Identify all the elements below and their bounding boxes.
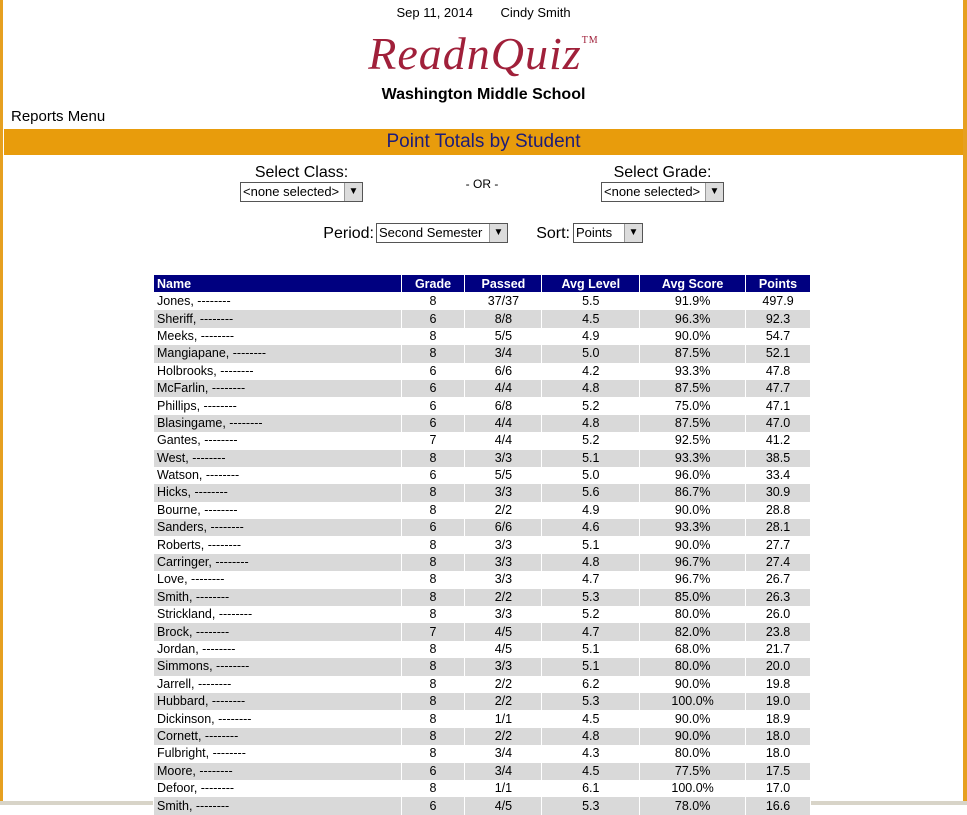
cell-passed: 3/3: [465, 450, 542, 467]
cell-student-name: Gantes, --------: [154, 432, 402, 449]
select-grade-dropdown[interactable]: [601, 182, 724, 202]
cell-passed: 3/3: [465, 536, 542, 553]
cell-student-name: Blasingame, --------: [154, 415, 402, 432]
cell-passed: 4/5: [465, 641, 542, 658]
column-header-points[interactable]: Points: [746, 275, 811, 293]
table-row: [154, 345, 811, 362]
cell-passed: 1/1: [465, 780, 542, 797]
cell-points: 47.1: [746, 397, 811, 414]
chevron-down-icon: ▼: [624, 224, 642, 242]
cell-grade: 8: [401, 745, 465, 762]
cell-avg-level: 4.5: [542, 710, 640, 727]
cell-passed: 3/3: [465, 554, 542, 571]
cell-points: 17.5: [746, 763, 811, 780]
table-row: [154, 380, 811, 397]
table-row: [154, 502, 811, 519]
cell-avg-score: 92.5%: [640, 432, 746, 449]
cell-passed: 4/5: [465, 623, 542, 640]
chevron-down-icon: ▼: [705, 183, 723, 201]
cell-grade: 8: [401, 710, 465, 727]
cell-avg-score: 90.0%: [640, 502, 746, 519]
cell-avg-level: 5.1: [542, 641, 640, 658]
cell-avg-score: 90.0%: [640, 728, 746, 745]
table-row: [154, 450, 811, 467]
cell-avg-level: 4.9: [542, 328, 640, 345]
cell-grade: 6: [401, 519, 465, 536]
cell-avg-score: 78.0%: [640, 797, 746, 814]
table-row: [154, 728, 811, 745]
column-header-passed[interactable]: Passed: [465, 275, 542, 293]
table-row: [154, 554, 811, 571]
cell-avg-score: 77.5%: [640, 763, 746, 780]
top-info-line: [0, 5, 967, 20]
cell-passed: 2/2: [465, 693, 542, 710]
table-row: [154, 467, 811, 484]
cell-student-name: Hubbard, --------: [154, 693, 402, 710]
cell-student-name: Cornett, --------: [154, 728, 402, 745]
cell-student-name: Jordan, --------: [154, 641, 402, 658]
cell-avg-score: 93.3%: [640, 519, 746, 536]
cell-grade: 6: [401, 380, 465, 397]
cell-student-name: Dickinson, --------: [154, 710, 402, 727]
cell-student-name: Smith, --------: [154, 797, 402, 814]
cell-grade: 8: [401, 780, 465, 797]
cell-avg-score: 75.0%: [640, 397, 746, 414]
cell-avg-level: 4.2: [542, 363, 640, 380]
cell-points: 26.3: [746, 589, 811, 606]
cell-grade: 8: [401, 693, 465, 710]
select-class-dropdown[interactable]: [240, 182, 363, 202]
user-name: Cindy Smith: [500, 5, 571, 20]
cell-student-name: Meeks, --------: [154, 328, 402, 345]
table-row: [154, 415, 811, 432]
cell-grade: 6: [401, 363, 465, 380]
sort-value: Points: [576, 225, 613, 240]
table-row: [154, 780, 811, 797]
cell-avg-level: 4.7: [542, 623, 640, 640]
cell-passed: 1/1: [465, 710, 542, 727]
table-row: [154, 293, 811, 311]
table-header-row: [154, 275, 811, 293]
cell-grade: 8: [401, 728, 465, 745]
table-row: [154, 693, 811, 710]
cell-passed: 5/5: [465, 328, 542, 345]
select-class-label: Select Class:: [254, 164, 349, 181]
cell-points: 47.8: [746, 363, 811, 380]
period-label: Period:: [323, 225, 374, 242]
cell-avg-score: 96.0%: [640, 467, 746, 484]
cell-points: 23.8: [746, 623, 811, 640]
cell-points: 18.0: [746, 745, 811, 762]
cell-points: 27.7: [746, 536, 811, 553]
cell-avg-level: 5.5: [542, 293, 640, 311]
cell-avg-level: 4.9: [542, 502, 640, 519]
cell-avg-level: 4.3: [542, 745, 640, 762]
cell-student-name: Jones, --------: [154, 293, 402, 311]
cell-passed: 2/2: [465, 676, 542, 693]
cell-avg-level: 5.2: [542, 432, 640, 449]
cell-grade: 7: [401, 432, 465, 449]
cell-student-name: Bourne, --------: [154, 502, 402, 519]
cell-passed: 4/5: [465, 797, 542, 814]
cell-student-name: Fulbright, --------: [154, 745, 402, 762]
cell-passed: 4/4: [465, 380, 542, 397]
cell-avg-score: 85.0%: [640, 589, 746, 606]
cell-grade: 8: [401, 641, 465, 658]
cell-passed: 3/4: [465, 763, 542, 780]
cell-passed: 6/8: [465, 397, 542, 414]
table-row: [154, 745, 811, 762]
cell-points: 92.3: [746, 310, 811, 327]
cell-points: 21.7: [746, 641, 811, 658]
cell-grade: 6: [401, 467, 465, 484]
cell-points: 28.8: [746, 502, 811, 519]
cell-avg-score: 82.0%: [640, 623, 746, 640]
table-row: [154, 328, 811, 345]
cell-points: 38.5: [746, 450, 811, 467]
cell-avg-level: 5.1: [542, 450, 640, 467]
cell-avg-level: 5.3: [542, 797, 640, 814]
table-row: [154, 763, 811, 780]
school-name: Washington Middle School: [381, 86, 586, 103]
period-value: Second Semester: [379, 225, 483, 240]
cell-passed: 3/3: [465, 571, 542, 588]
chevron-down-icon: ▼: [344, 183, 362, 201]
cell-avg-level: 6.1: [542, 780, 640, 797]
cell-avg-score: 90.0%: [640, 676, 746, 693]
cell-avg-level: 5.3: [542, 589, 640, 606]
cell-avg-score: 90.0%: [640, 710, 746, 727]
cell-points: 33.4: [746, 467, 811, 484]
cell-avg-score: 87.5%: [640, 415, 746, 432]
cell-avg-score: 96.3%: [640, 310, 746, 327]
cell-passed: 3/4: [465, 745, 542, 762]
cell-grade: 6: [401, 310, 465, 327]
cell-avg-level: 4.5: [542, 310, 640, 327]
cell-grade: 8: [401, 676, 465, 693]
cell-passed: 6/6: [465, 519, 542, 536]
cell-avg-score: 100.0%: [640, 693, 746, 710]
cell-avg-score: 93.3%: [640, 363, 746, 380]
cell-avg-level: 6.2: [542, 676, 640, 693]
cell-avg-score: 100.0%: [640, 780, 746, 797]
cell-student-name: Hicks, --------: [154, 484, 402, 501]
table-row: [154, 641, 811, 658]
cell-grade: 8: [401, 345, 465, 362]
table-row: [154, 589, 811, 606]
cell-student-name: Phillips, --------: [154, 397, 402, 414]
table-row: [154, 397, 811, 414]
page-border-left: [0, 0, 3, 805]
cell-points: 26.7: [746, 571, 811, 588]
cell-points: 18.0: [746, 728, 811, 745]
table-row: [154, 623, 811, 640]
cell-points: 47.0: [746, 415, 811, 432]
cell-student-name: West, --------: [154, 450, 402, 467]
select-grade-label: Select Grade:: [613, 164, 712, 181]
cell-avg-score: 68.0%: [640, 641, 746, 658]
cell-student-name: Watson, --------: [154, 467, 402, 484]
cell-passed: 37/37: [465, 293, 542, 311]
cell-points: 27.4: [746, 554, 811, 571]
cell-avg-score: 87.5%: [640, 345, 746, 362]
cell-student-name: Simmons, --------: [154, 658, 402, 675]
column-header-avg-score[interactable]: Avg Score: [640, 275, 746, 293]
cell-passed: 3/4: [465, 345, 542, 362]
readnquiz-logo: [0, 27, 967, 80]
cell-passed: 3/3: [465, 658, 542, 675]
cell-student-name: Love, --------: [154, 571, 402, 588]
cell-avg-level: 5.2: [542, 397, 640, 414]
cell-points: 54.7: [746, 328, 811, 345]
cell-passed: 8/8: [465, 310, 542, 327]
cell-avg-score: 80.0%: [640, 606, 746, 623]
table-row: [154, 519, 811, 536]
reports-menu-link[interactable]: Reports Menu: [11, 108, 106, 125]
cell-student-name: Jarrell, --------: [154, 676, 402, 693]
cell-student-name: Sanders, --------: [154, 519, 402, 536]
cell-points: 497.9: [746, 293, 811, 311]
cell-avg-score: 91.9%: [640, 293, 746, 311]
cell-avg-level: 5.0: [542, 467, 640, 484]
table-row: [154, 571, 811, 588]
cell-student-name: McFarlin, --------: [154, 380, 402, 397]
cell-points: 28.1: [746, 519, 811, 536]
cell-avg-level: 4.8: [542, 415, 640, 432]
table-row: [154, 606, 811, 623]
cell-grade: 8: [401, 484, 465, 501]
logo-trademark: TM: [581, 35, 599, 46]
cell-grade: 8: [401, 554, 465, 571]
column-header-name[interactable]: Name: [154, 275, 402, 293]
cell-points: 19.0: [746, 693, 811, 710]
cell-student-name: Sheriff, --------: [154, 310, 402, 327]
cell-avg-level: 5.0: [542, 345, 640, 362]
cell-avg-score: 80.0%: [640, 745, 746, 762]
cell-points: 20.0: [746, 658, 811, 675]
cell-passed: 3/3: [465, 606, 542, 623]
cell-avg-level: 5.3: [542, 693, 640, 710]
page-title: Point Totals by Student: [4, 128, 963, 155]
cell-avg-score: 87.5%: [640, 380, 746, 397]
table-row: [154, 363, 811, 380]
cell-grade: 6: [401, 397, 465, 414]
cell-avg-score: 96.7%: [640, 571, 746, 588]
point-totals-table: [153, 274, 811, 815]
cell-avg-score: 86.7%: [640, 484, 746, 501]
cell-passed: 3/3: [465, 484, 542, 501]
cell-grade: 8: [401, 450, 465, 467]
cell-points: 17.0: [746, 780, 811, 797]
period-dropdown[interactable]: [376, 223, 508, 243]
cell-grade: 8: [401, 536, 465, 553]
logo-text: ReadnQuiz: [368, 28, 582, 79]
table-body: [154, 293, 811, 815]
or-separator: - OR -: [465, 177, 499, 191]
cell-avg-score: 90.0%: [640, 328, 746, 345]
cell-student-name: Holbrooks, --------: [154, 363, 402, 380]
cell-points: 19.8: [746, 676, 811, 693]
cell-avg-level: 4.7: [542, 571, 640, 588]
select-class-value: <none selected>: [243, 184, 340, 199]
report-date: Sep 11, 2014: [396, 5, 473, 20]
cell-points: 30.9: [746, 484, 811, 501]
table-row: [154, 432, 811, 449]
chevron-down-icon: ▼: [489, 224, 507, 242]
cell-student-name: Defoor, --------: [154, 780, 402, 797]
cell-student-name: Smith, --------: [154, 589, 402, 606]
table-row: [154, 658, 811, 675]
table-row: [154, 797, 811, 814]
table-row: [154, 310, 811, 327]
page-border-right: [963, 0, 967, 805]
table-row: [154, 536, 811, 553]
cell-avg-level: 4.8: [542, 728, 640, 745]
cell-grade: 8: [401, 571, 465, 588]
cell-avg-level: 5.6: [542, 484, 640, 501]
cell-grade: 8: [401, 606, 465, 623]
cell-passed: 2/2: [465, 728, 542, 745]
cell-passed: 4/4: [465, 415, 542, 432]
cell-passed: 2/2: [465, 589, 542, 606]
sort-dropdown[interactable]: [573, 223, 643, 243]
cell-grade: 8: [401, 589, 465, 606]
cell-avg-score: 93.3%: [640, 450, 746, 467]
cell-grade: 8: [401, 502, 465, 519]
column-header-grade[interactable]: Grade: [401, 275, 465, 293]
cell-student-name: Carringer, --------: [154, 554, 402, 571]
table-row: [154, 484, 811, 501]
cell-student-name: Mangiapane, --------: [154, 345, 402, 362]
cell-passed: 4/4: [465, 432, 542, 449]
cell-grade: 7: [401, 623, 465, 640]
cell-student-name: Strickland, --------: [154, 606, 402, 623]
cell-grade: 8: [401, 658, 465, 675]
cell-student-name: Roberts, --------: [154, 536, 402, 553]
cell-points: 18.9: [746, 710, 811, 727]
cell-grade: 6: [401, 763, 465, 780]
cell-avg-level: 5.1: [542, 658, 640, 675]
cell-grade: 8: [401, 293, 465, 311]
cell-avg-level: 5.1: [542, 536, 640, 553]
cell-passed: 2/2: [465, 502, 542, 519]
cell-avg-score: 96.7%: [640, 554, 746, 571]
cell-avg-score: 80.0%: [640, 658, 746, 675]
sort-label: Sort:: [536, 225, 570, 242]
cell-passed: 5/5: [465, 467, 542, 484]
cell-avg-level: 4.8: [542, 554, 640, 571]
cell-points: 16.6: [746, 797, 811, 814]
cell-avg-score: 90.0%: [640, 536, 746, 553]
cell-avg-level: 5.2: [542, 606, 640, 623]
cell-student-name: Moore, --------: [154, 763, 402, 780]
table-row: [154, 676, 811, 693]
cell-student-name: Brock, --------: [154, 623, 402, 640]
cell-grade: 8: [401, 328, 465, 345]
cell-avg-level: 4.6: [542, 519, 640, 536]
cell-points: 26.0: [746, 606, 811, 623]
cell-points: 47.7: [746, 380, 811, 397]
cell-grade: 6: [401, 415, 465, 432]
cell-grade: 6: [401, 797, 465, 814]
cell-avg-level: 4.5: [542, 763, 640, 780]
table-row: [154, 710, 811, 727]
cell-passed: 6/6: [465, 363, 542, 380]
cell-avg-level: 4.8: [542, 380, 640, 397]
cell-points: 52.1: [746, 345, 811, 362]
column-header-avg-level[interactable]: Avg Level: [542, 275, 640, 293]
select-grade-value: <none selected>: [604, 184, 701, 199]
cell-points: 41.2: [746, 432, 811, 449]
